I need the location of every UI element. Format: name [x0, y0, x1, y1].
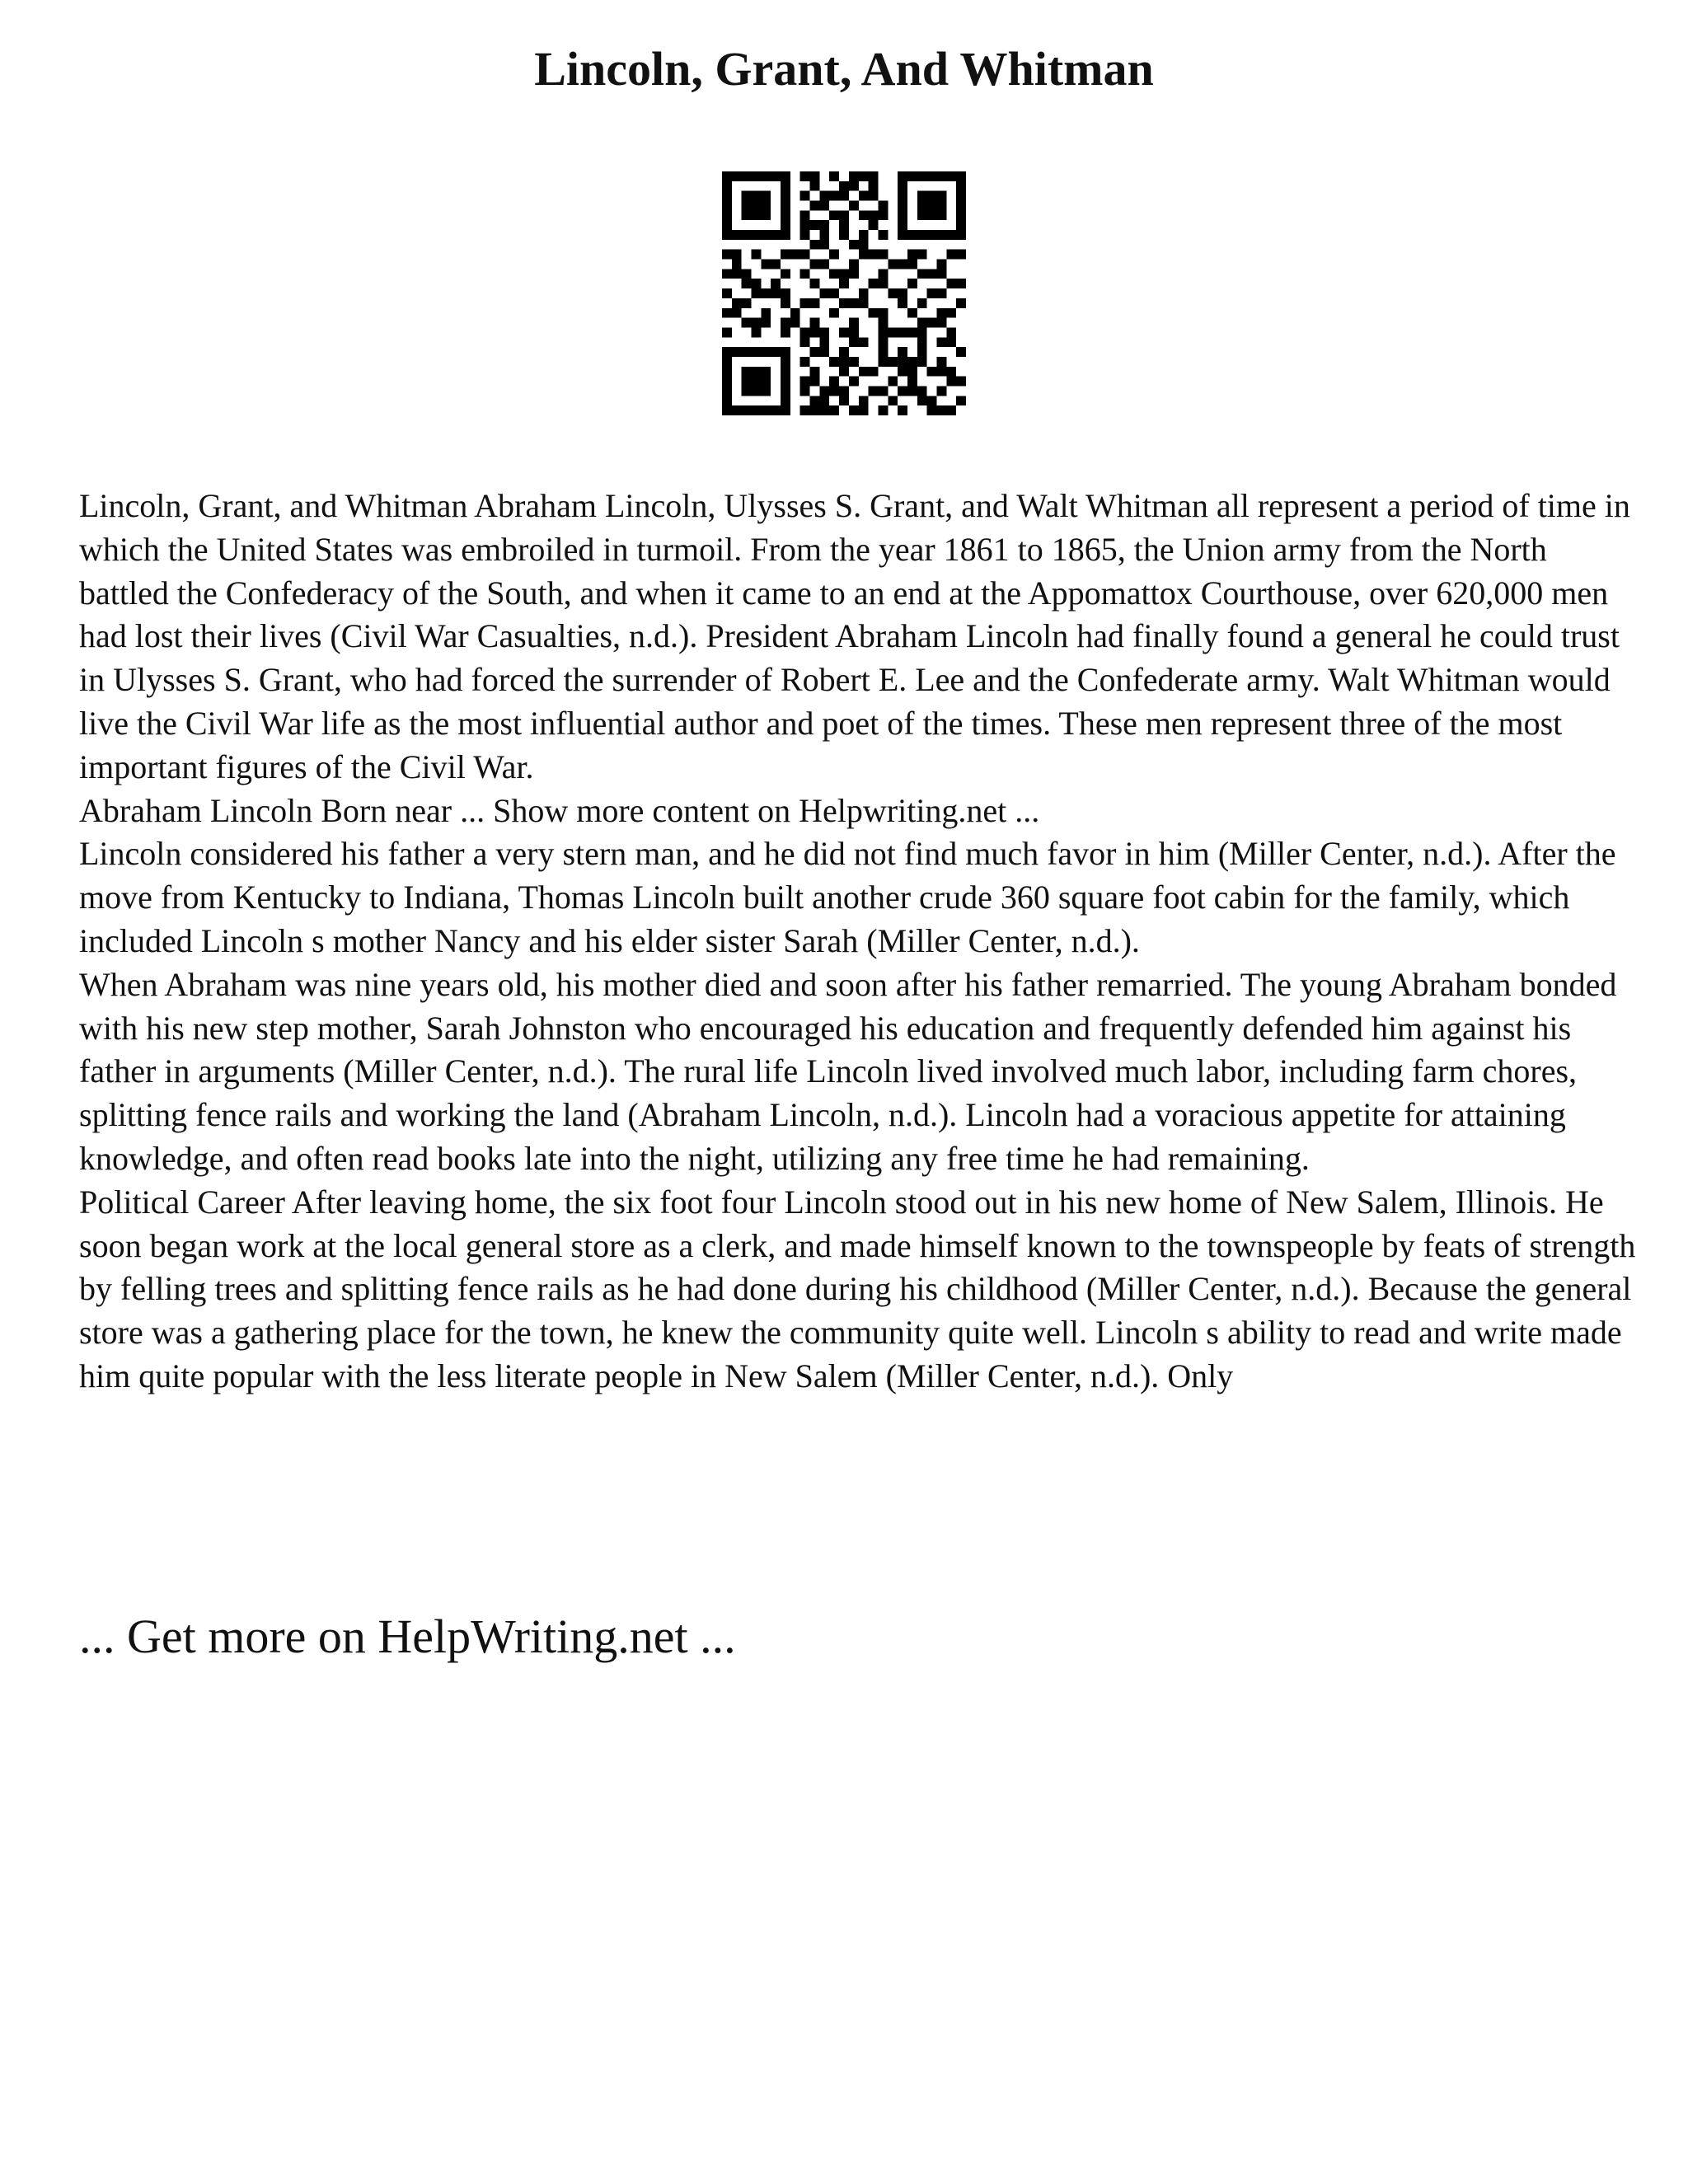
- page-title: Lincoln, Grant, And Whitman: [534, 42, 1154, 96]
- paragraph-intro: Lincoln, Grant, and Whitman Abraham Lincoln, Ulysses S. Grant, and Walt Whitman all represent a period of time in which the United States was embroiled in turmoil. From the year 1861 to 1865, the Union army from the North battled the Confederacy of the South, and when it came to an end at the Appomattox Courthouse, over 620,000 men had lost their lives (Civil War Casualties, n.d.). President Abraham Lincoln had finally found a general he could trust in Ulysses S. Grant, who had forced the surrender of Robert E. Lee and the Confederate army. Walt Whitman would live the Civil War life as the most influential author and poet of the times. These men represent three of the most important figures of the Civil War.: [79, 487, 1630, 785]
- paragraph-childhood: When Abraham was nine years old, his mother died and soon after his father remarried. The young Abraham bonded with his new step mother, Sarah Johnston who encouraged his education and frequently defended him against his father in arguments (Miller Center, n.d.). The rural life Lincoln lived involved much labor, including farm chores, splitting fence rails and working the land (Abraham Lincoln, n.d.). Lincoln had a voracious appetite for attaining knowledge, and often read books late into the night, utilizing any free time he had remaining.: [79, 965, 1617, 1177]
- paragraph-born-near: Abraham Lincoln Born near ... Show more content on Helpwriting.net ...: [79, 791, 1040, 829]
- qr-code-icon: [722, 171, 966, 415]
- get-more-link[interactable]: ... Get more on HelpWriting.net ...: [79, 1610, 736, 1663]
- paragraph-political-career: Political Career After leaving home, the six foot four Lincoln stood out in his new home of New Salem, Illinois. He soon began work at the local general store as a clerk, and made himself known to the townspeople by feats of strength by felling trees and splitting fence rails as he had done during his childhood (Miller Center, n.d.). Because the general store was a gathering place for the town, he knew the community quite well. Lincoln s ability to read and write made him quite popular with the less literate people in New Salem (Miller Center, n.d.). Only: [79, 1183, 1636, 1394]
- paragraph-father: Lincoln considered his father a very stern man, and he did not find much favor in him (Miller Center, n.d.). After the move from Kentucky to Indiana, Thomas Lincoln built another crude 360 square foot cabin for the family, which included Lincoln s mother Nancy and his elder sister Sarah (Miller Center, n.d.).: [79, 835, 1616, 959]
- article-body: [79, 485, 1637, 1399]
- qr-code: [722, 171, 966, 415]
